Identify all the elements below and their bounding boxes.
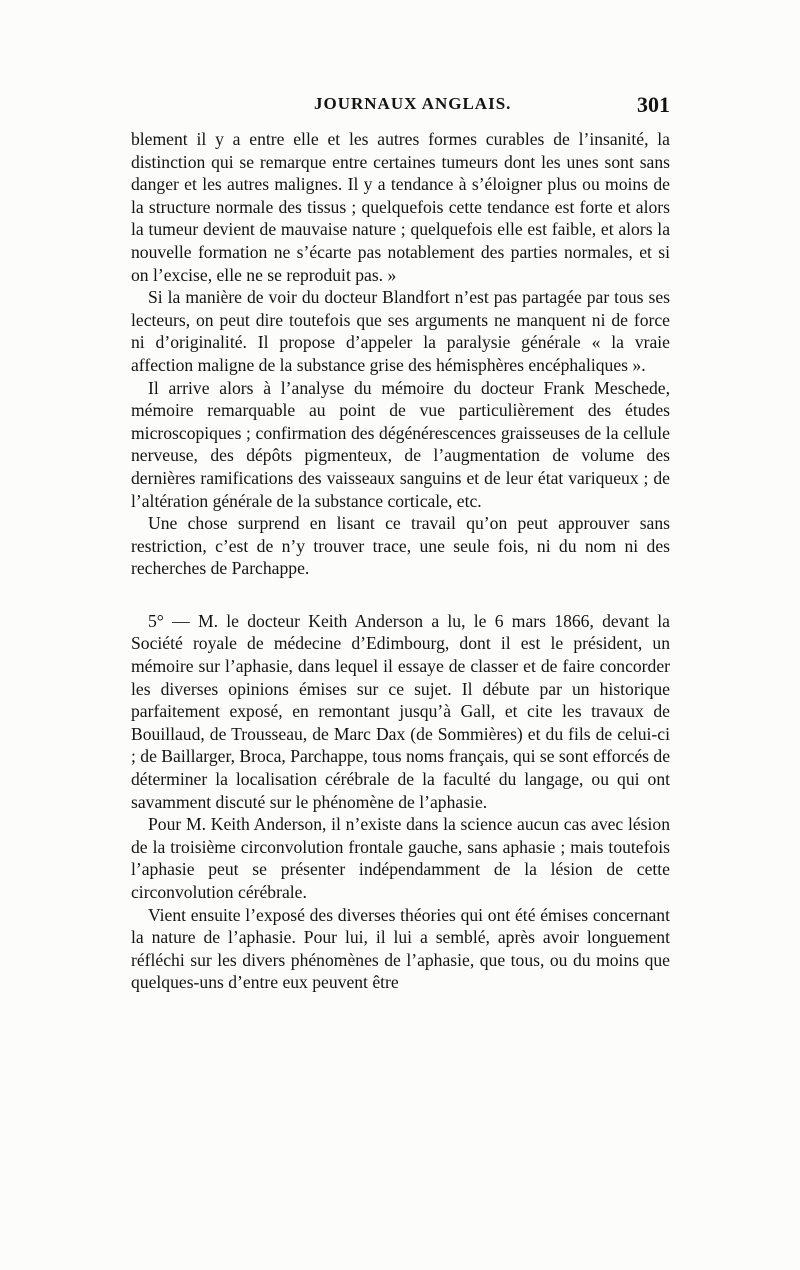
running-head — [131, 94, 670, 120]
running-title: JOURNAUX ANGLAIS. — [314, 94, 512, 113]
page-number: 301 — [637, 92, 670, 117]
section-paragraph: 5° — M. le docteur Keith Anderson a lu, le 6 mars 1866, devant la Société royale de médecine d’Edimbourg, dont il est le président, un mémoire sur l’aphasie, dans lequel il essaye de classer et de faire concorder les diverses opinions émises sur ce sujet. Il débute par un historique parfaitement exposé, en remontant jusqu’à Gall, et cite les travaux de Bouillaud, de Trousseau, de Marc Dax (de Sommières) et du fils de celui-ci ; de Baillarger, Broca, Parchappe, tous noms français, qui se sont efforcés de déterminer la localisation cérébrale de la faculté du langage, ou qui ont savamment discuté sur le phénomène de l’aphasie. — [131, 610, 670, 812]
paragraph: Une chose surprend en lisant ce travail qu’on peut approuver sans restriction, c’est de n’y trouver trace, une seule fois, ni du nom ni des recherches de Parchappe. — [131, 513, 670, 579]
paragraph: Vient ensuite l’exposé des diverses théories qui ont été émises concernant la nature de l’aphasie. Pour lui, il lui a semblé, après avoir longuement réfléchi sur les divers phénomènes de l’aphasie, que tous, ou du moins que quelques-uns d’entre eux peuvent être — [131, 904, 670, 993]
paragraph: Il arrive alors à l’analyse du mémoire du docteur Frank Meschede, mémoire remarquable au point de vue particulièrement des études microscopiques ; confirmation des dégénérescences graisseuses de la cellule nerveuse, des dépôts pigmenteux, de l’augmentation de volume des dernières ramifications des vaisseaux sanguins et de leur état variqueux ; de l’altération générale de la substance corticale, etc. — [131, 377, 670, 511]
paragraph: Pour M. Keith Anderson, il n’existe dans la science aucun cas avec lésion de la troisième circonvolution frontale gauche, sans aphasie ; mais toutefois l’aphasie peut se présenter indépendamment de la lésion de cette circonvolution cérébrale. — [131, 814, 670, 902]
body-text — [131, 128, 670, 994]
paragraph-continuation: blement il y a entre elle et les autres formes curables de l’insanité, la distinction qui se remarque entre certaines tumeurs dont les unes sont sans danger et les autres malignes. Il y a tendance à s’éloigner plus ou moins de la structure normale des tissus ; quelquefois cette tendance est forte et alors la tumeur devient de mauvaise nature ; quelquefois elle est faible, et alors la nouvelle formation ne s’écarte pas notablement des parties normales, et si on l’excise, elle ne se reproduit pas. » — [131, 129, 670, 285]
paragraph: Si la manière de voir du docteur Blandfort n’est pas partagée par tous ses lecteurs, on peut dire toutefois que ses arguments ne manquent ni de force ni d’originalité. Il propose d’appeler la paralysie générale « la vraie affection maligne de la substance grise des hémisphères encéphaliques ». — [131, 287, 670, 375]
